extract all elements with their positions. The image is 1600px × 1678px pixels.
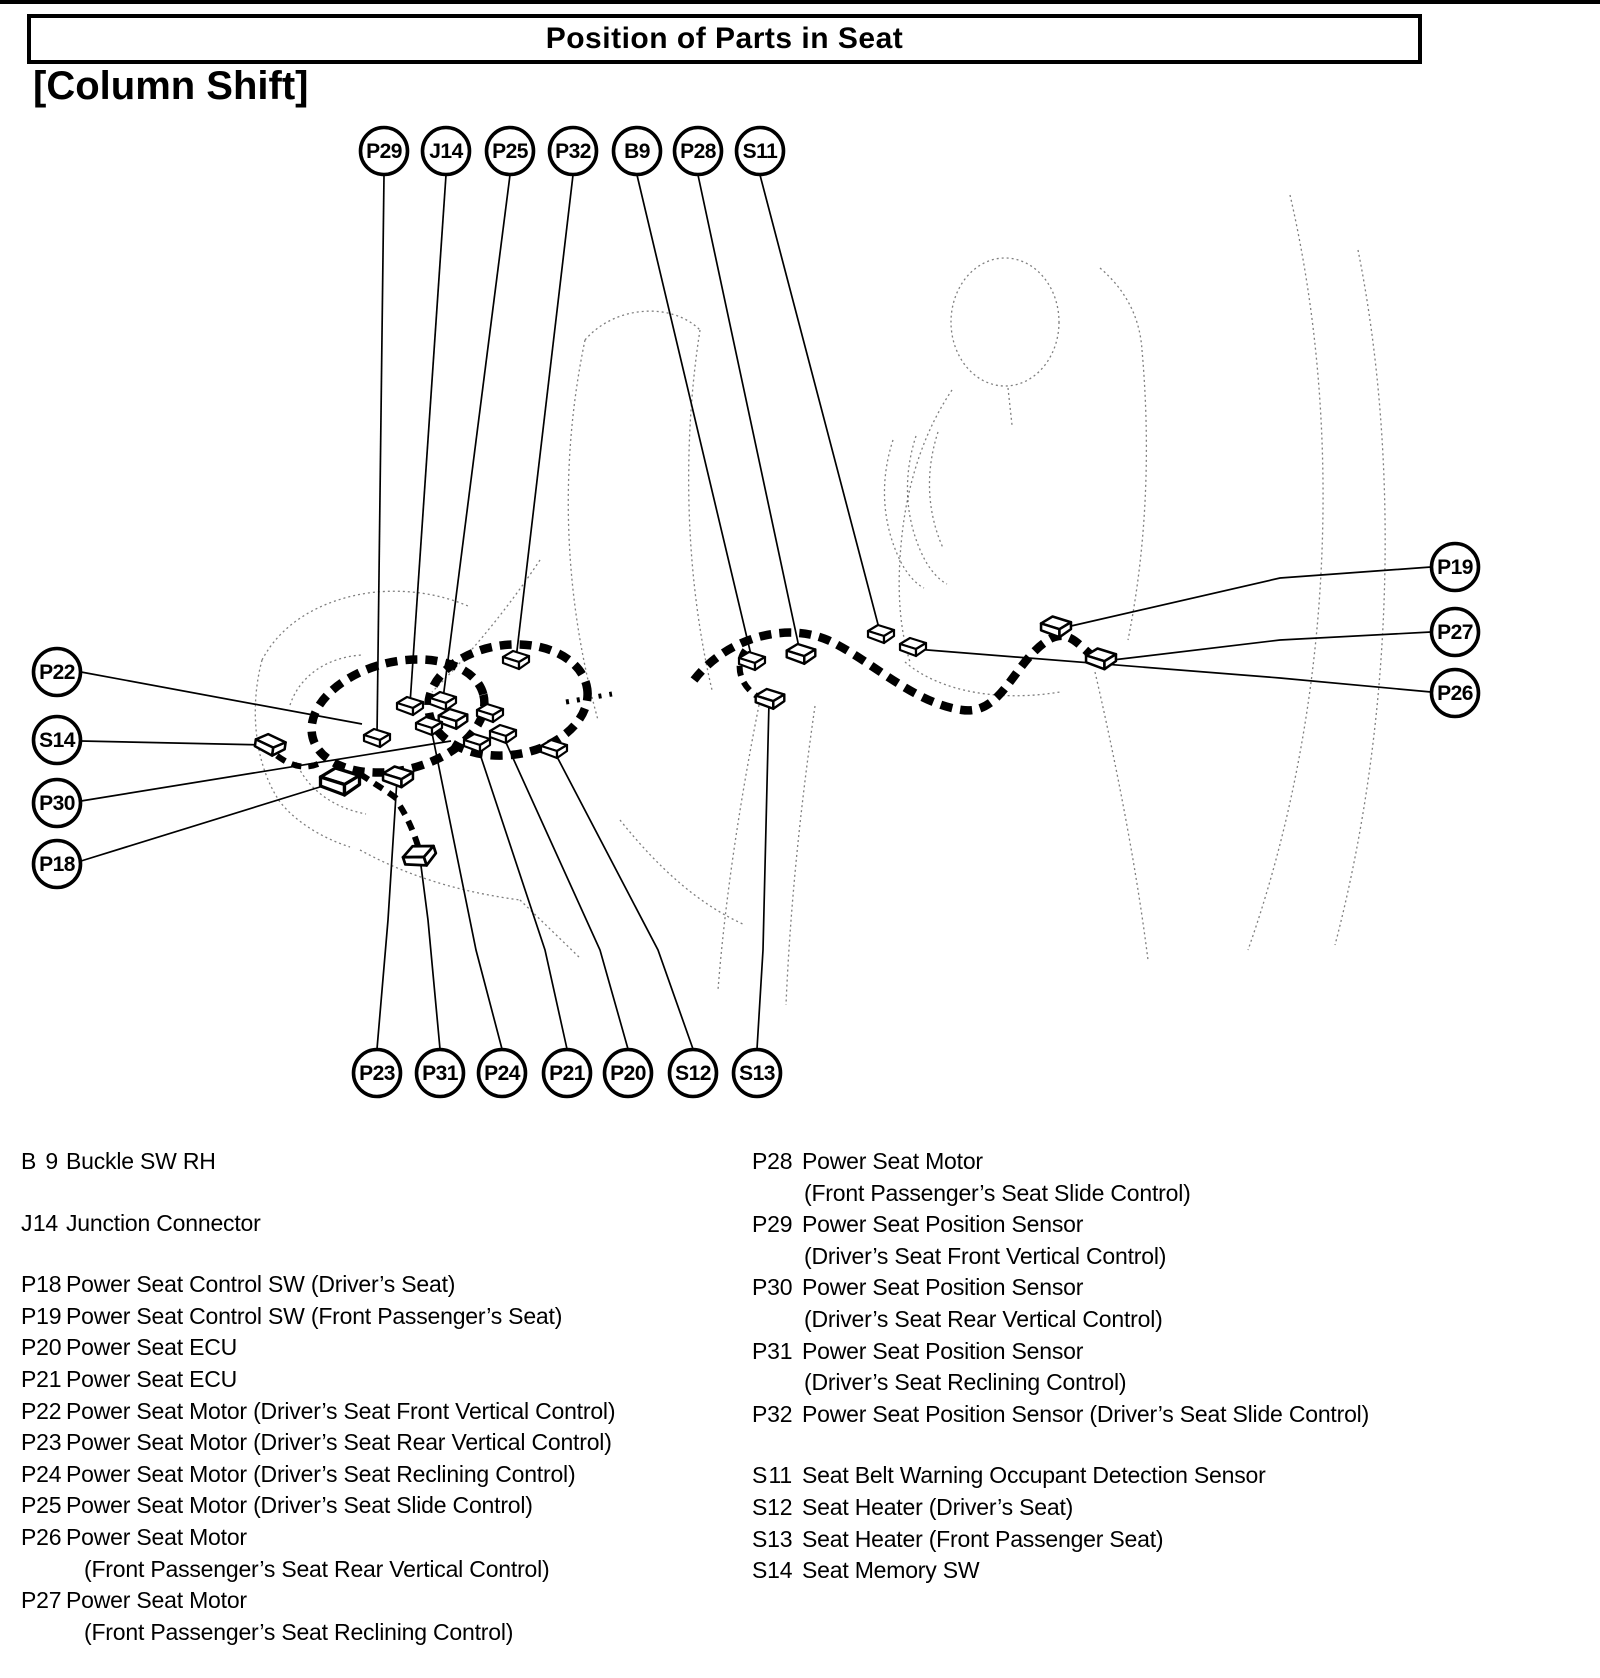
callout-label: P27 xyxy=(1437,621,1473,644)
legend-code: S 11 xyxy=(752,1462,792,1489)
leader-line-b9 xyxy=(637,175,752,659)
leader-line-p25 xyxy=(443,175,510,699)
legend-item-p32 xyxy=(752,1399,1597,1431)
callout-p28 xyxy=(675,128,722,175)
legend-item-p20 xyxy=(21,1332,736,1364)
driver-seat-sketch xyxy=(255,311,745,958)
leader-line-p32 xyxy=(516,175,573,659)
leader-line-p24 xyxy=(431,728,502,1049)
callout-label: J14 xyxy=(429,140,463,163)
legend-code: P 24 xyxy=(21,1460,62,1487)
legend-description xyxy=(802,1146,1191,1209)
leader-line-s13 xyxy=(757,702,769,1049)
legend-item-s14 xyxy=(752,1555,1597,1587)
leader-line-s14 xyxy=(81,741,268,745)
legend-description-line: Power Seat ECU xyxy=(66,1365,238,1392)
leader-line-j14 xyxy=(410,175,446,704)
connector xyxy=(756,689,785,709)
callout-label: P25 xyxy=(492,140,528,163)
section-label: [Column Shift] xyxy=(33,64,309,108)
callout-label: P20 xyxy=(610,1062,646,1085)
connector xyxy=(364,729,390,747)
legend-code: S 14 xyxy=(752,1557,793,1584)
callout-p30 xyxy=(34,780,81,827)
callout-label: B9 xyxy=(624,140,650,163)
callout-s11 xyxy=(737,128,784,175)
connector xyxy=(787,644,816,664)
legend-description-line: Power Seat Motor xyxy=(66,1587,247,1614)
legend-description-continuation: (Driver’s Seat Rear Vertical Control) xyxy=(804,1305,1163,1332)
page-title: Position of Parts in Seat xyxy=(545,22,904,55)
legend-description-line: Power Seat Motor (Driver’s Seat Reclining Control) xyxy=(66,1460,576,1487)
connector xyxy=(541,740,567,758)
legend-item-p28 xyxy=(752,1146,1597,1209)
legend-description xyxy=(802,1555,979,1587)
callout-label: P31 xyxy=(422,1062,458,1085)
callout-p22 xyxy=(34,649,81,696)
legend-group xyxy=(21,1208,736,1240)
callout-p31 xyxy=(417,1050,464,1097)
legend-item-s11 xyxy=(752,1460,1597,1492)
legend-description xyxy=(66,1208,261,1240)
callout-label: P30 xyxy=(39,792,75,815)
legend-code: S 12 xyxy=(752,1493,793,1520)
legend-item-p27 xyxy=(21,1585,736,1648)
legend-description-line: Power Seat Motor (Driver’s Seat Rear Vertical Control) xyxy=(66,1429,612,1456)
legend-description-line: Junction Connector xyxy=(66,1209,261,1236)
legend-description-line: Power Seat Position Sensor (Driver’s Seat Slide Control) xyxy=(802,1400,1370,1427)
callout-label: P19 xyxy=(1437,556,1473,579)
leader-line-p18 xyxy=(81,782,336,861)
callout-label: P29 xyxy=(366,140,402,163)
callout-p29 xyxy=(361,128,408,175)
legend-item-p23 xyxy=(21,1427,736,1459)
callout-p27 xyxy=(1432,609,1479,656)
leader-line-p31 xyxy=(420,858,440,1049)
leader-line-p19 xyxy=(1058,567,1431,629)
legend-item-p24 xyxy=(21,1459,736,1491)
legend-description xyxy=(66,1301,562,1333)
legend-description-line: Power Seat ECU xyxy=(66,1334,238,1361)
legend-description-continuation: (Front Passenger’s Seat Slide Control) xyxy=(804,1179,1191,1206)
callout-label: S14 xyxy=(39,729,75,752)
callout-label: S11 xyxy=(742,140,778,163)
callout-b9 xyxy=(614,128,661,175)
callout-label: P24 xyxy=(484,1062,520,1085)
callout-p23 xyxy=(354,1050,401,1097)
legend-code: P 20 xyxy=(21,1334,62,1361)
callout-s14 xyxy=(34,717,81,764)
connector xyxy=(739,652,765,670)
connector xyxy=(1086,649,1116,670)
legend-description xyxy=(66,1396,615,1428)
legend-description xyxy=(66,1364,237,1396)
legend-item-p21 xyxy=(21,1364,736,1396)
legend-code: S 13 xyxy=(752,1525,793,1552)
callout-p21 xyxy=(544,1050,591,1097)
legend-item-b9 xyxy=(21,1146,736,1178)
legend-description-line: Power Seat Control SW (Driver’s Seat) xyxy=(66,1271,456,1298)
legend-description xyxy=(802,1272,1163,1335)
legend-code: P 30 xyxy=(752,1274,793,1301)
callout-label: P18 xyxy=(39,853,75,876)
legend-description-line: Power Seat Position Sensor xyxy=(802,1211,1084,1238)
legend-group xyxy=(752,1146,1597,1430)
legend-item-p26 xyxy=(21,1522,736,1585)
legend-item-p19 xyxy=(21,1301,736,1333)
legend-item-p22 xyxy=(21,1396,736,1428)
legend-description-line: Power Seat Motor xyxy=(802,1148,983,1174)
callout-s13 xyxy=(734,1050,781,1097)
legend-description xyxy=(66,1490,533,1522)
legend-item-s12 xyxy=(752,1492,1597,1524)
callout-p19 xyxy=(1432,544,1479,591)
legend-item-j14 xyxy=(21,1208,736,1240)
legend-code: P 19 xyxy=(21,1302,62,1329)
connector xyxy=(868,625,894,643)
legend-description-line: Power Seat Position Sensor xyxy=(802,1337,1084,1364)
legend-code: P 29 xyxy=(752,1211,793,1238)
legend-description-line: Power Seat Motor xyxy=(66,1523,247,1550)
legend-item-p29 xyxy=(752,1209,1597,1272)
legend-code: P 27 xyxy=(21,1587,62,1614)
callout-label: P28 xyxy=(680,140,716,163)
leader-line-p26 xyxy=(915,649,1431,692)
connector xyxy=(321,768,360,795)
passenger-seat-sketch xyxy=(718,195,1385,1005)
legend-group xyxy=(21,1269,736,1648)
callout-p18 xyxy=(34,841,81,888)
legend-description xyxy=(802,1336,1126,1399)
legend-description-continuation: (Driver’s Seat Front Vertical Control) xyxy=(804,1242,1167,1269)
legend-code: P 22 xyxy=(21,1397,62,1424)
callout-label: P32 xyxy=(555,140,591,163)
connector xyxy=(490,725,516,743)
callout-label: P22 xyxy=(39,661,75,684)
legend-item-s13 xyxy=(752,1524,1597,1556)
leader-line-s12 xyxy=(554,751,693,1049)
callout-p24 xyxy=(479,1050,526,1097)
leader-line-p28 xyxy=(698,175,800,652)
leader-line-s11 xyxy=(760,175,880,632)
legend-description xyxy=(802,1492,1073,1524)
callout-p25 xyxy=(487,128,534,175)
legend-description xyxy=(66,1585,513,1648)
legend-description-line: Power Seat Control SW (Front Passenger’s Seat) xyxy=(66,1302,563,1329)
legend-code: B 9 xyxy=(21,1148,58,1174)
legend-code: P 25 xyxy=(21,1492,62,1519)
callout-label: P23 xyxy=(359,1062,395,1085)
connector xyxy=(503,651,529,669)
callout-p26 xyxy=(1432,670,1479,717)
legend-description-line: Power Seat Position Sensor xyxy=(802,1274,1084,1301)
legend-code: P 23 xyxy=(21,1429,62,1456)
connector xyxy=(900,638,926,656)
leader-line-p20 xyxy=(503,736,628,1049)
legend-code: P 31 xyxy=(752,1337,793,1364)
legend-code: P 28 xyxy=(752,1148,793,1174)
legend-description xyxy=(66,1459,575,1491)
legend-description-line: Buckle SW RH xyxy=(66,1148,216,1174)
legend-description xyxy=(66,1522,550,1585)
leader-line-p23 xyxy=(377,779,397,1049)
legend-description xyxy=(66,1427,612,1459)
callout-label: S13 xyxy=(739,1062,775,1085)
callout-label: P26 xyxy=(1437,682,1473,705)
legend-description-continuation: (Driver’s Seat Reclining Control) xyxy=(804,1369,1127,1396)
legend-item-p31 xyxy=(752,1336,1597,1399)
legend-code: J 14 xyxy=(21,1209,58,1236)
callout-p20 xyxy=(605,1050,652,1097)
legend-item-p30 xyxy=(752,1272,1597,1335)
legend-description xyxy=(66,1146,216,1178)
legend-description-line: Seat Belt Warning Occupant Detection Sensor xyxy=(802,1462,1266,1489)
connector xyxy=(254,733,286,758)
callout-label: P21 xyxy=(549,1062,585,1085)
legend-code: P 32 xyxy=(752,1400,793,1427)
legend-description xyxy=(802,1460,1266,1492)
connector xyxy=(397,697,423,715)
legend-item-p18 xyxy=(21,1269,736,1301)
legend-description-continuation: (Front Passenger’s Seat Rear Vertical Control) xyxy=(84,1555,550,1582)
legend-description xyxy=(802,1399,1369,1431)
connector xyxy=(430,692,456,710)
connector xyxy=(1041,617,1071,638)
legend-description-continuation: (Front Passenger’s Seat Reclining Control) xyxy=(84,1618,514,1645)
legend-column-left xyxy=(21,1146,736,1678)
legend-description xyxy=(66,1269,455,1301)
legend-description-line: Power Seat Motor (Driver’s Seat Front Vertical Control) xyxy=(66,1397,616,1424)
legend-description xyxy=(66,1332,237,1364)
legend-column-right xyxy=(752,1146,1597,1617)
legend-code: P 18 xyxy=(21,1271,62,1298)
legend-description xyxy=(802,1209,1166,1272)
legend-description-line: Seat Heater (Driver’s Seat) xyxy=(802,1493,1074,1520)
legend-item-p25 xyxy=(21,1490,736,1522)
legend-group xyxy=(21,1146,736,1178)
connector xyxy=(383,767,413,788)
legend-group xyxy=(752,1460,1597,1586)
legend-description-line: Power Seat Motor (Driver’s Seat Slide Control) xyxy=(66,1492,533,1519)
leader-line-p29 xyxy=(377,175,384,736)
legend-description xyxy=(802,1524,1163,1556)
legend-code: P 21 xyxy=(21,1365,62,1392)
legend-description-line: Seat Heater (Front Passenger Seat) xyxy=(802,1525,1164,1552)
legend-code: P 26 xyxy=(21,1523,62,1550)
callout-p32 xyxy=(550,128,597,175)
callout-s12 xyxy=(670,1050,717,1097)
legend-description-line: Seat Memory SW xyxy=(802,1557,980,1584)
callout-label: S12 xyxy=(675,1062,711,1085)
connector xyxy=(464,734,490,752)
callout-j14 xyxy=(423,128,470,175)
leader-line-p27 xyxy=(1104,632,1431,661)
